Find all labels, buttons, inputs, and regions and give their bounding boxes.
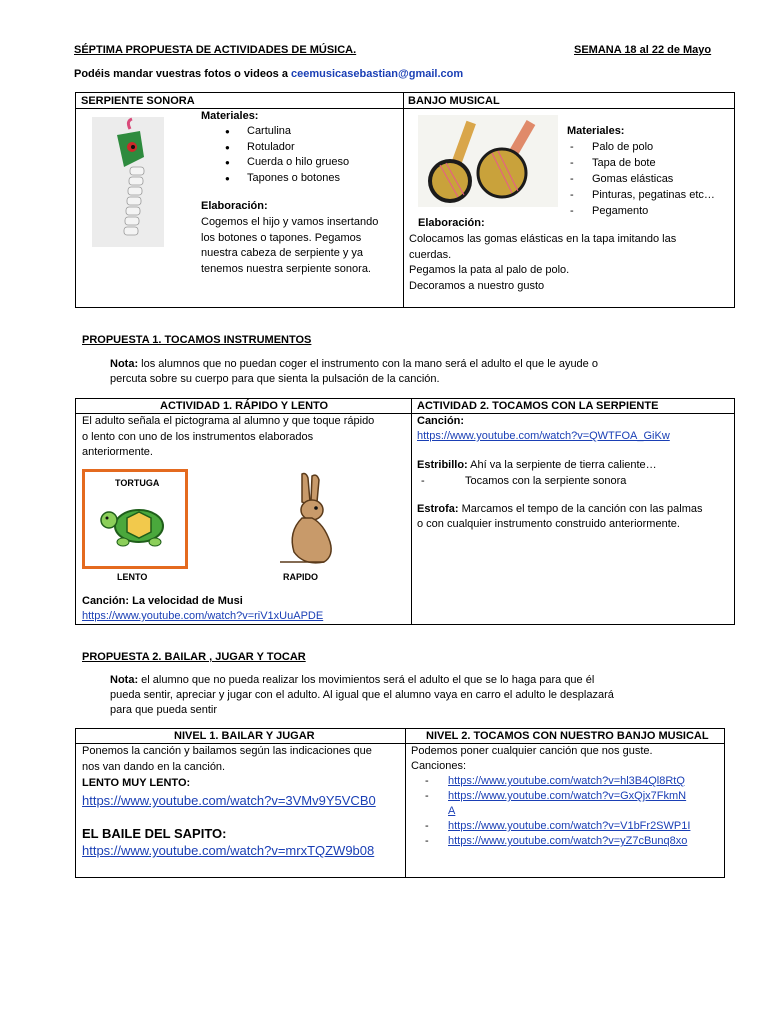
dash-marker: - (425, 835, 429, 847)
list-item: ● Rotulador (201, 140, 349, 156)
dash-marker: - (425, 775, 429, 787)
nota-text: el alumno que no pueda realizar los movimientos será el adulto el que se lo haga para que él (138, 674, 595, 686)
estrofa-line (417, 503, 703, 515)
text-line: tenemos nuestra serpiente sonora. (201, 262, 371, 275)
banjo-title: BANJO MUSICAL (408, 95, 500, 107)
serpiente-materiales-label: Materiales: (201, 110, 259, 122)
email-link[interactable]: ceemusicasebastian@gmail.com (291, 68, 464, 80)
nivel2-link-4[interactable]: https://www.youtube.com/watch?v=yZ7cBunq8xo (448, 835, 688, 847)
lento-label: LENTO (117, 572, 148, 582)
text-line: Colocamos las gomas elásticas en la tapa imitando las (409, 233, 677, 245)
text-line: los botones o tapones. Pegamos (201, 231, 362, 244)
document-title: SÉPTIMA PROPUESTA DE ACTIVIDADES DE MÚSICA. (74, 44, 357, 56)
cancion-title: Canción: La velocidad de Musi (82, 595, 243, 607)
send-prefix: Podéis mandar vuestras fotos o videos a (74, 68, 292, 80)
propuesta1-nota-line2: percuta sobre su cuerpo para que sienta la pulsación de la canción. (110, 373, 440, 385)
cancion-link[interactable]: https://www.youtube.com/watch?v=riV1xUuAPDE (82, 610, 324, 622)
list-item: ● Tapones o botones (201, 171, 349, 187)
nivel2-link-3[interactable]: https://www.youtube.com/watch?v=V1bFr2SWP1I (448, 820, 691, 832)
text-line: Decoramos a nuestro gusto (409, 279, 545, 292)
nivel2-link-2[interactable]: https://www.youtube.com/watch?v=GxQjx7FkmN (448, 790, 687, 802)
nota-label: Nota: (110, 358, 139, 370)
tortuga-pictogram (82, 469, 188, 569)
actividad1-text (82, 414, 374, 461)
dash-marker: - (425, 790, 429, 802)
propuesta2-nota (110, 674, 594, 686)
banjo-elaboracion-text (409, 232, 676, 294)
serpiente-materiales-list (201, 124, 349, 186)
estribillo-label: Estribillo: (417, 459, 468, 471)
banjo-elaboracion-label: Elaboración: (418, 217, 485, 229)
serpiente-elaboracion-label: Elaboración: (201, 200, 268, 212)
list-item (417, 473, 626, 489)
nivel1-line2: nos van dando en la canción. (82, 761, 226, 773)
lento-muy-lento-link[interactable]: https://www.youtube.com/watch?v=3VMv9Y5VCB0 (82, 793, 376, 808)
estrofa-label: Estrofa: (417, 503, 459, 515)
tortuga-label: TORTUGA (115, 478, 160, 488)
nivel1-line1: Ponemos la canción y bailamos según las indicaciones que (82, 745, 372, 757)
act2-cancion-label: Canción: (417, 415, 465, 427)
list-item: - Tapa de bote (566, 155, 715, 171)
serpiente-elaboracion-text (201, 215, 378, 277)
nota-text: los alumnos que no puedan coger el instrumento con la mano será el adulto el que le ayude o (138, 358, 598, 370)
baile-sapito-title: EL BAILE DEL SAPITO: (82, 826, 227, 841)
propuesta2-nota-line3: para que pueda sentir (110, 704, 218, 716)
estrofa-line2: o con cualquier instrumento construido anteriormente. (417, 518, 680, 530)
list-item: ● Cuerda o hilo grueso (201, 155, 349, 171)
propuesta2-title: PROPUESTA 2. BAILAR , JUGAR Y TOCAR (82, 651, 306, 663)
text-line: El adulto señala el pictograma al alumno y que toque rápido (82, 415, 375, 427)
serpiente-image (92, 117, 164, 247)
lento-muy-lento-title: LENTO MUY LENTO: (82, 777, 191, 789)
banjo-materiales-label: Materiales: (567, 125, 625, 137)
list-item: ● Cartulina (201, 124, 349, 140)
nivel1-title: NIVEL 1. BAILAR Y JUGAR (174, 730, 315, 742)
nivel2-link-2-cont[interactable]: A (448, 805, 456, 817)
banjo-materiales-list (566, 139, 715, 219)
actividad2-title: ACTIVIDAD 2. TOCAMOS CON LA SERPIENTE (417, 400, 659, 412)
estrofa-text: Marcamos el tempo de la canción con las palmas (458, 503, 703, 515)
list-item: - Palo de polo (566, 139, 715, 155)
text-line: Pegamos la pata al palo de polo. (409, 264, 570, 276)
serpiente-title: SERPIENTE SONORA (81, 95, 195, 107)
list-item: - Pinturas, pegatinas etc… (566, 187, 715, 203)
propuesta1-title: PROPUESTA 1. TOCAMOS INSTRUMENTOS (82, 334, 312, 346)
nivel2-link-1[interactable]: https://www.youtube.com/watch?v=hl3B4Ql8RtQ (448, 775, 685, 787)
rapido-label: RAPIDO (283, 572, 319, 582)
estribillo-item: Tocamos con la serpiente sonora (465, 475, 627, 487)
propuesta1-nota (110, 358, 598, 370)
baile-sapito-link[interactable]: https://www.youtube.com/watch?v=mrxTQZW9b08 (82, 843, 375, 858)
nivel2-title: NIVEL 2. TOCAMOS CON NUESTRO BANJO MUSICAL (426, 730, 709, 742)
turtle-icon (99, 498, 175, 548)
banjo-image (418, 115, 558, 207)
text-line: anteriormente. (82, 446, 153, 458)
send-line (74, 68, 463, 80)
week-label: SEMANA 18 al 22 de Mayo (574, 44, 712, 56)
text-line: Cogemos el hijo y vamos insertando (201, 216, 379, 228)
act2-cancion-link[interactable]: https://www.youtube.com/watch?v=QWTFOA_GiKw (417, 430, 670, 442)
rabbit-icon (272, 470, 344, 570)
propuesta2-nota-line2: pueda sentir, apreciar y jugar con el adulto. Al igual que el alumno vaya en carro el adulto le desplazará (110, 689, 614, 701)
text-line: nuestra cabeza de serpiente y ya (201, 247, 364, 259)
nivel2-canciones: Canciones: (411, 760, 467, 772)
estribillo-text: Ahí va la serpiente de tierra caliente… (467, 459, 657, 471)
dash-marker: - (425, 820, 429, 832)
estribillo-list (417, 473, 626, 489)
text-line: o lento con uno de los instrumentos elaborados (82, 430, 314, 443)
nivel2-line1: Podemos poner cualquier canción que nos guste. (411, 745, 653, 757)
actividad1-title: ACTIVIDAD 1. RÁPIDO Y LENTO (160, 400, 329, 412)
nota-label: Nota: (110, 674, 139, 686)
text-line: cuerdas. (409, 248, 452, 261)
estribillo-line (417, 459, 657, 471)
list-item: - Gomas elásticas (566, 171, 715, 187)
list-item: - Pegamento (566, 203, 715, 219)
